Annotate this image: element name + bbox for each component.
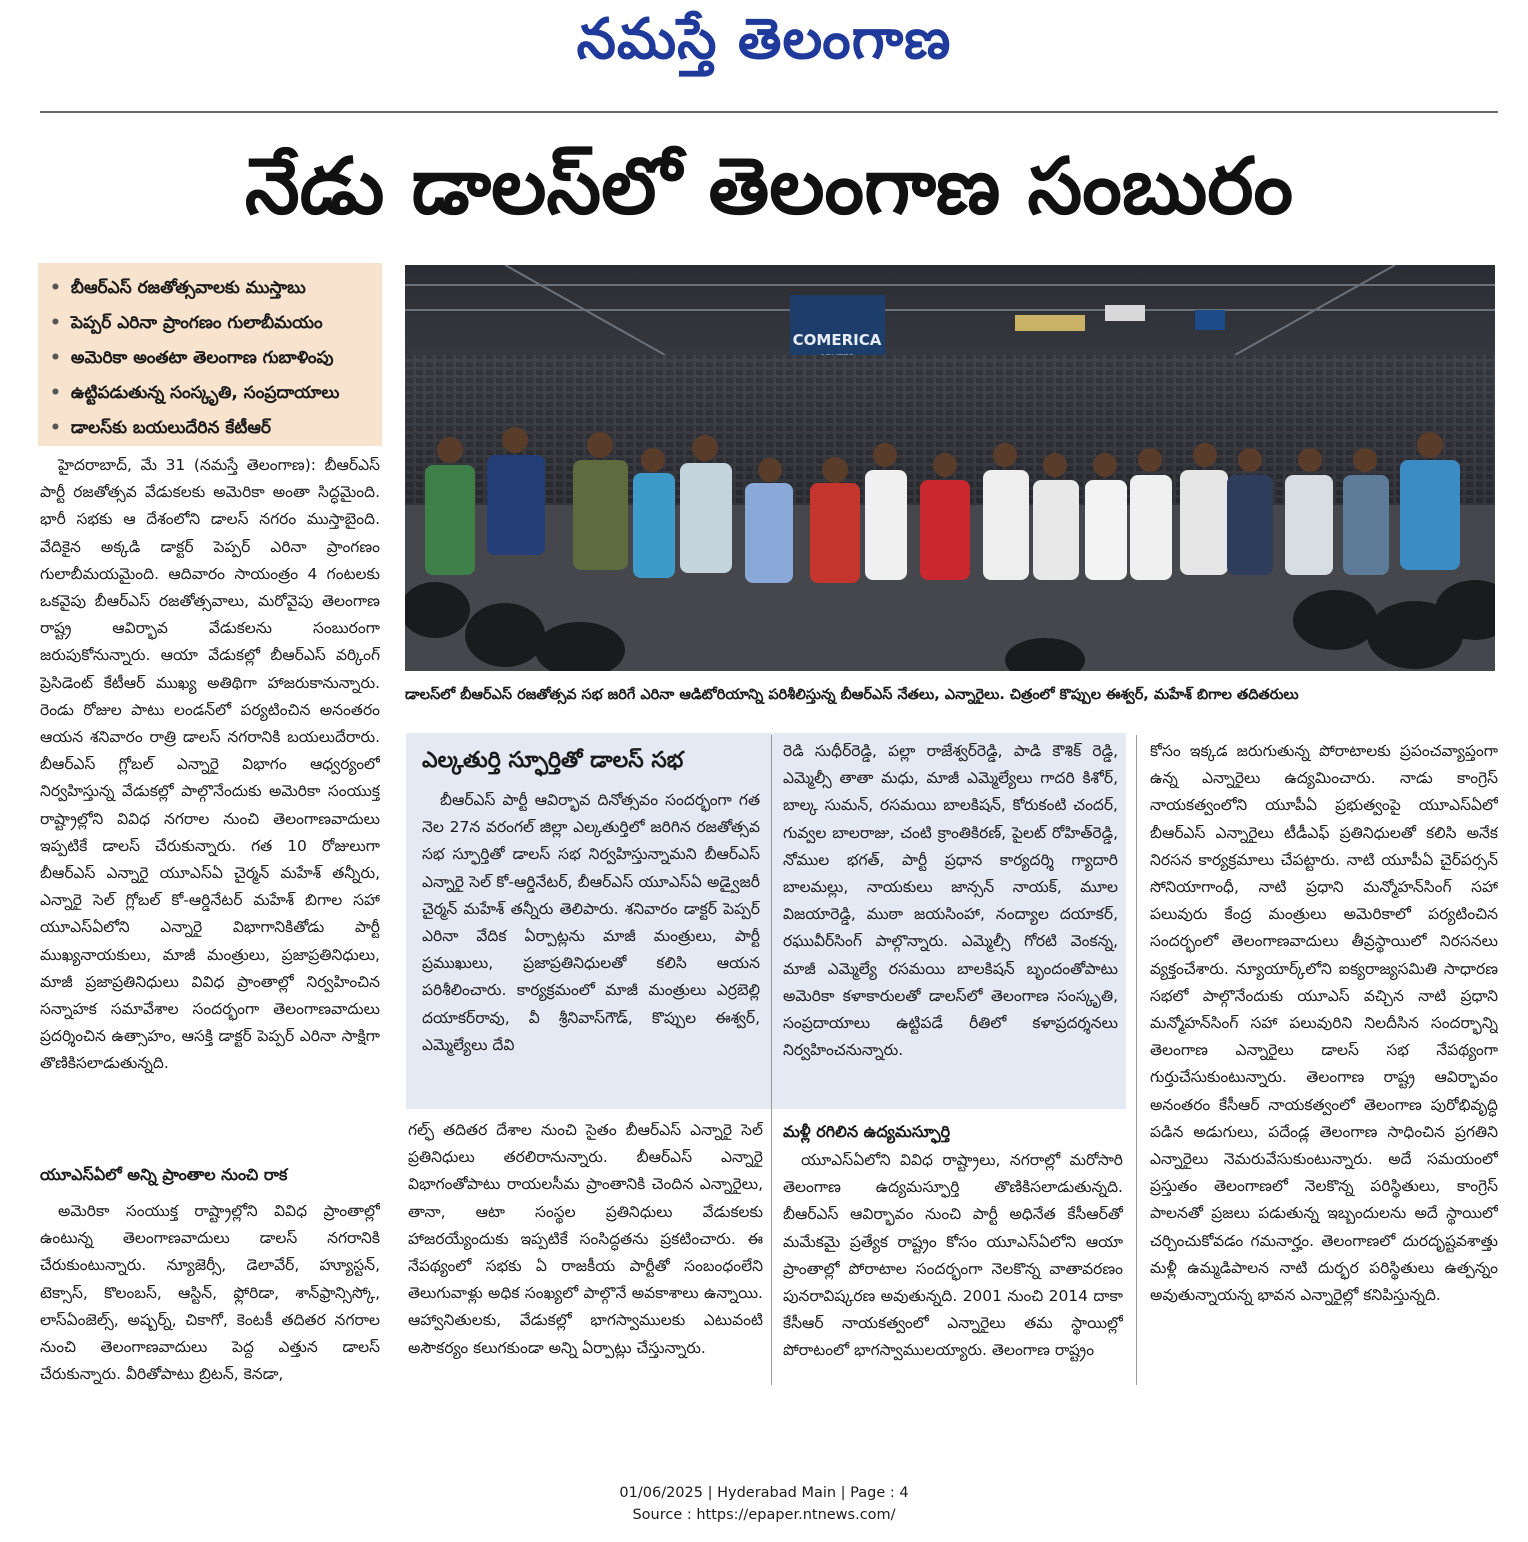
highlight-item: • బీఆర్ఎస్ రజతోత్సవాలకు ముస్తాబు bbox=[50, 271, 374, 306]
section-subhead: మళ్లీ రగిలిన ఉద్యమస్ఫూర్తి bbox=[783, 1122, 951, 1141]
sidebar-box-column-2 bbox=[783, 738, 1118, 1100]
column-divider bbox=[1136, 735, 1137, 1385]
paragraph: యూఎస్ఏలోని వివిధ రాష్ట్రాలు, నగరాల్లో మరోసారి తెలంగాణ ఉద్యమస్ఫూర్తి తొణికిసలాడుతున్నది. బీఆర్ఎస్ ఆవిర్భావం నుంచి పార్టీ అధినేత కేసీఆర్‌తో మమేకమై ప్రత్యేక రాష్ట్రం కోసం యూఎస్ఏలోని ఆయా ప్రాంతాల్లో పోరాటాల సందర్భంగా నెలకొన్న వాతావరణం పునరావిష్కరణ అవుతున్నది. 2001 నుంచి 2014 దాకా కేసీఆర్ నాయకత్వంలో ఎన్నారైలు తమ స్థాయిల్లో పోరాటంలో భాగస్వాములయ్యారు. తెలంగాణ రాష్ట్రం bbox=[783, 1151, 1123, 1360]
article-column-4 bbox=[1150, 738, 1498, 1398]
masthead-rule bbox=[40, 111, 1498, 113]
paragraph: కోసం ఇక్కడ జరుగుతున్న పోరాటాలకు ప్రపంచవ్యాప్తంగా ఉన్న ఎన్నారైలు ఉద్యమించారు. నాడు కాంగ్రెస్ నాయకత్వంలోని యూపీఏ ప్రభుత్వంపై యూఎస్ఏలో బీఆర్ఎస్ ఎన్నారైలు టీడీఎఫ్ ప్రతినిధులతో కలిసి అనేక నిరసన కార్యక్రమాలు చేపట్టారు. నాటి యూపీఏ చైర్‌పర్సన్ సోనియాగాంధీ, నాటి ప్రధాని మన్మోహన్‌సింగ్ సహా పలువురు కేంద్ర మంత్రులు అమెరికాలో పర్యటించిన సందర్భంలో తెలంగాణవాదులు తీవ్రస్థాయిలో నిరసనలు వ్యక్తంచేశారు. న్యూయార్క్‌లోని ఐక్యరాజ్యసమితి సాధారణ సభలో పాల్గొనేందుకు యూఎస్ వచ్చిన నాటి ప్రధాని మన్మోహన్‌సింగ్ సహా పలువురిని నిలదీసిన సందర్భాన్ని తెలంగాణ ఎన్నారైలు డాలస్ సభ నేపథ్యంగా గుర్తుచేసుకుంటున్నారు. తెలంగాణ రాష్ట్ర ఆవిర్భావం అనంతరం కేసీఆర్ నాయకత్వంలో తెలంగాణ పురోభివృద్ధి పడిన అడుగులు, పదేండ్ల తెలంగాణ సాధించిన ప్రగతిని ఎన్నారైలు నెమరువేసుకుంటున్నారు. అదే సమయంలో ప్రస్తుతం తెలంగాణలో నెలకొన్న పరిస్థితులు, కాంగ్రెస్ పాలనతో ప్రజలు పడుతున్న ఇబ్బందులను అదే స్థాయిలో చర్చించుకోవడం గమనార్హం. తెలంగాణలో దురదృష్టవశాత్తు మళ్లీ ఉమ్మడిపాలన నాటి దుర్భర పరిస్థితులు ఉత్పన్నం అవుతున్నాయన్న భావన ఎన్నారైల్లో కనిపిస్తున్నది. bbox=[1150, 742, 1498, 1305]
page-headline: నేడు డాలస్‌లో తెలంగాణ సంబురం bbox=[244, 142, 1294, 232]
sidebar-box-title: ఎల్కతుర్తి స్ఫూర్తితో డాలస్ సభ bbox=[422, 748, 684, 773]
footer-source-link[interactable]: Source : https://epaper.ntnews.com/ bbox=[632, 1507, 896, 1523]
article-column-1-lower bbox=[40, 1198, 380, 1393]
highlights-box bbox=[38, 263, 382, 446]
article-column-3-lower bbox=[783, 1147, 1123, 1395]
highlight-item: • అమెరికా అంతటా తెలంగాణ గుబాళింపు bbox=[50, 341, 374, 376]
footer-date-line: 01/06/2025 | Hyderabad Main | Page : 4 bbox=[619, 1485, 909, 1501]
column-divider bbox=[771, 735, 772, 1385]
arena-group-photo bbox=[405, 265, 1495, 671]
paragraph: హైదరాబాద్, మే 31 (నమస్తే తెలంగాణ): బీఆర్ఎస్ పార్టీ రజతోత్సవ వేడుకలకు అమెరికా అంతా సిద్ధమైంది. భారీ సభకు ఆ దేశంలోని డాలస్ నగరం ముస్తాబైంది. వేదికైన అక్కడి డాక్టర్ పెప్పర్ ఎరినా ప్రాంగణం గులాబీమయమైంది. ఆదివారం సాయంత్రం 4 గంటలకు ఒకవైపు బీఆర్ఎస్ రజతోత్సవాలు, మరోవైపు తెలంగాణ రాష్ట్ర ఆవిర్భావ వేడుకలను సంబురంగా జరుపుకోనున్నారు. ఆయా వేడుకల్లో బీఆర్ఎస్ వర్కింగ్ ప్రెసిడెంట్ కేటీఆర్ ముఖ్య అతిథిగా హాజరుకానున్నారు. రెండు రోజుల పాటు లండన్‌లో పర్యటించిన అనంతరం ఆయన శనివారం రాత్రి డాలస్ నగరానికి బయలుదేరారు. బీఆర్ఎస్ గ్లోబల్ ఎన్నారై విభాగం ఆధ్వర్యంలో నిర్వహిస్తున్న వేడుకల్లో పాల్గొనేందుకు అమెరికా సంయుక్త రాష్ట్రాల్లోని వివిధ నగరాల నుంచి తెలంగాణవాదులు ఇప్పటికే డాలస్ చేరుకున్నారు. గత 10 రోజులుగా బీఆర్ఎస్ ఎన్నారై యూఎస్ఏ చైర్మన్ మహేశ్ తన్నీరు, ఎన్నారై సెల్ గ్లోబల్ కో-ఆర్డినేటర్ మహేశ్ బిగాల సహా యూఎస్ఏలోని ఎన్నారై విభాగానికితోడు పార్టీ ముఖ్యనాయకులు, మాజీ మంత్రులు, ప్రజాప్రతినిధులు, మాజీ ప్రజాప్రతినిధులు వివిధ ప్రాంతాల్లో నిర్వహించిన సన్నాహక సమావేశాల సందర్భంగా తెలంగాణవాదులు ప్రదర్శించిన ఉత్సాహం, ఆసక్తి డాక్టర్ పెప్పర్ ఎరినా సాక్షిగా తొణికిసలాడుతున్నది. bbox=[40, 456, 380, 1073]
article-column-1 bbox=[40, 452, 380, 1132]
arena-sign-text: COMERICA bbox=[792, 331, 882, 349]
paragraph: అమెరికా సంయుక్త రాష్ట్రాల్లోని వివిధ ప్రాంతాల్లో ఉంటున్న తెలంగాణవాదులు డాలస్ నగరానికి చేరుకుంటున్నారు. న్యూజెర్సీ, డెలావేర్, హ్యూస్టన్, టెక్సాస్, కొలంబస్, ఆస్టిన్, ఫ్లోరిడా, శాన్‌ఫ్రాన్సిస్కో, లాస్‌ఏంజెల్స్, అష్బర్న్, చికాగో, కెంటకీ తదితర నగరాల నుంచి తెలంగాణవాదులు పెద్ద ఎత్తున డాలస్ చేరుకున్నారు. వీరితోపాటు బ్రిటన్, కెనడా, bbox=[40, 1202, 380, 1384]
paragraph: బీఆర్ఎస్ పార్టీ ఆవిర్భావ దినోత్సవం సందర్భంగా గత నెల 27న వరంగల్ జిల్లా ఎల్కతుర్తిలో జరిగిన రజతోత్సవ సభ స్ఫూర్తితో డాలస్ సభ నిర్వహిస్తున్నామని బీఆర్ఎస్ ఎన్నారై సెల్ కో-ఆర్డినేటర్, బీఆర్ఎస్ యూఎస్ఏ అడ్వైజరీ చైర్మన్ మహేశ్ తన్నీరు తెలిపారు. శనివారం డాక్టర్ పెప్పర్ ఎరినా వేదిక ఏర్పాట్లను మాజీ మంత్రులు, పార్టీ ప్రముఖులు, ప్రజాప్రతినిధులతో కలిసి ఆయన పరిశీలించారు. కార్యక్రమంలో మాజీ మంత్రులు ఎర్రబెల్లి దయాకర్‌రావు, వీ శ్రీనివాస్‌గౌడ్, కొప్పుల ఈశ్వర్, ఎమ్మెల్యేలు దేవి bbox=[422, 791, 760, 1054]
highlight-item: • పెప్పర్ ఎరినా ప్రాంగణం గులాబీమయం bbox=[50, 306, 374, 341]
highlight-item: • డాలస్‌కు బయలుదేరిన కేటీఆర్ bbox=[50, 411, 374, 446]
article-column-2-lower bbox=[408, 1117, 763, 1395]
sidebar-box-column-1 bbox=[422, 787, 760, 1097]
photo-caption: డాలస్‌లో బీఆర్ఎస్ రజతోత్సవ సభ జరిగే ఎరినా ఆడిటోరియాన్ని పరిశీలిస్తున్న బీఆర్ఎస్ నేతలు, ఎన్నారైలు. చిత్రంలో కొప్పుల ఈశ్వర్, మహేశ్ బిగాల తదితరులు bbox=[405, 687, 1299, 703]
page-footer bbox=[0, 1482, 1528, 1526]
paragraph: గల్ఫ్ తదితర దేశాల నుంచి సైతం బీఆర్ఎస్ ఎన్నారై సెల్ ప్రతినిధులు తరలిరానున్నారు. బీఆర్ఎస్ ఎన్నారై విభాగంతోపాటు రాయలసీమ ప్రాంతానికి చెందిన ఎన్నారైలు, తానా, ఆటా సంస్థల ప్రతినిధులు వేడుకలకు హాజరయ్యేందుకు ఇప్పటికే సంసిద్ధతను ప్రకటించారు. ఈ నేపథ్యంలో సభకు ఏ రాజకీయ పార్టీతో సంబంధంలేని తెలుగువాళ్లు అధిక సంఖ్యలో పాల్గొనే అవకాశాలు ఉన్నాయి. ఆహ్వానితులకు, వేడుకల్లో భాగస్వాములకు ఎటువంటి అసౌకర్యం కలుగకుండా అన్ని ఏర్పాట్లు చేస్తున్నారు. bbox=[408, 1121, 763, 1357]
section-subhead: యూఎస్ఏలో అన్ని ప్రాంతాల నుంచి రాక bbox=[40, 1165, 288, 1184]
masthead-logo: నమస్తే తెలంగాణ bbox=[576, 6, 952, 72]
arena-photo-illustration bbox=[405, 265, 1495, 671]
highlight-item: • ఉట్టిపడుతున్న సంస్కృతి, సంప్రదాయాలు bbox=[50, 376, 374, 411]
paragraph: రెడి సుధీర్‌రెడ్డి, పల్లా రాజేశ్వర్‌రెడ్డి, పాడి కౌశిక్ రెడ్డి, ఎమ్మెల్సీ తాతా మధు, మాజీ ఎమ్మెల్యేలు గాదరి కిశోర్, బాల్క సుమన్, రసమయి బాలకిషన్, కోరుకంటి చందర్, గువ్వల బాలరాజు, చంటి క్రాంతికిరణ్, పైలట్ రోహిత్‌రెడ్డి, నోముల భగత్, పార్టీ ప్రధాన కార్యదర్శి గ్యాదారి బాలమల్లు, నాయకులు జాన్సన్ నాయక్, మూల విజయారెడ్డి, ముఠా జయసింహా, నంద్యాల దయాకర్, రఘువీర్‌సింగ్ పాల్గొన్నారు. ఎమ్మెల్సీ గోరటి వెంకన్న, మాజీ ఎమ్మెల్యే రసమయి బాలకిషన్ బృందంతోపాటు అమెరికా కళాకారులతో డాలస్‌లో తెలంగాణ సంస్కృతి, సంప్రదాయాలు ఉట్టిపడే రీతిలో కళాప్రదర్శనలు నిర్వహించనున్నారు. bbox=[783, 742, 1118, 1060]
